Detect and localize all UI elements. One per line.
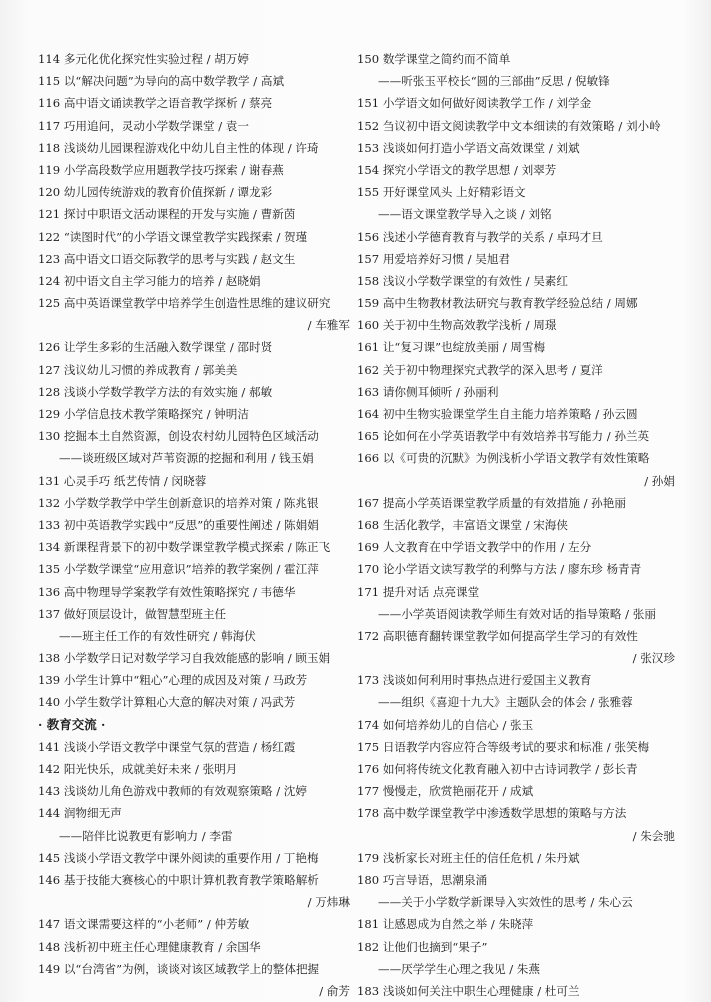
toc-entry: 114 多元化优化探究性实验过程 / 胡万婷 [38,52,249,66]
toc-entry: 142 阳光快乐，成就美好未来 / 张明月 [38,762,238,776]
toc-entry: 162 关于初中物理探究式教学的深入思考 / 夏洋 [357,362,603,377]
toc-entry: 139 小学生计算中“粗心”心理的成因及对策 / 马政芳 [38,673,308,688]
toc-entry: 122 “读图时代”的小学语文课堂教学实践探索 / 贺瑾 [38,229,308,244]
toc-entry: 152 刍议初中语文阅读教学中文本细读的有效策略 / 刘小岭 [357,118,661,133]
toc-entry: 146 基于技能大赛核心的中职计算机教育教学策略解析 [38,872,319,887]
toc-entry: 175 日语教学内容应符合等级考试的要求和标准 / 张笑梅 [357,739,650,754]
toc-entry: 167 提高小学英语课堂教学质量的有效措施 / 孙艳丽 [357,495,626,510]
toc-entry: 158 浅议小学数学课堂的有效性 / 吴素红 [357,273,568,288]
toc-entry: 181 让感恩成为自然之举 / 朱晓萍 [357,917,534,932]
toc-entry: 156 浅述小学德育教育与教学的关系 / 卓玛才旦 [357,229,603,244]
toc-entry: 117 巧用追问，灵动小学数学课堂 / 袁一 [38,118,249,133]
toc-entry: / 万炜琳 [307,895,350,910]
toc-entry: ——关于小学数学新课导入实效性的思考 / 朱心云 [378,895,633,910]
toc-entry: ——组织《喜迎十九大》主题队会的体会 / 张雅蓉 [378,695,633,710]
toc-entry: ——厌学学生心理之我见 / 朱燕 [378,961,540,976]
toc-entry: 178 高中数学课堂教学中渗透数学思想的策略与方法 [357,806,627,821]
toc-entry: 145 浅谈小学语文教学中课外阅读的重要作用 / 丁艳梅 [38,850,319,865]
toc-entry: 174 如何培养幼儿的自信心 / 张玉 [357,717,534,732]
toc-entry: 179 浅析家长对班主任的信任危机 / 朱丹斌 [357,850,580,865]
toc-entry: ——小学英语阅读教学师生有效对话的指导策略 / 张丽 [378,606,656,621]
toc-entry: 149 以“台湾省”为例，谈谈对该区域教学上的整体把握 [38,961,320,976]
toc-entry: 128 浅谈小学数学教学方法的有效实施 / 郝敏 [38,384,273,399]
toc-entry: 135 小学数学课堂“应用意识”培养的教学案例 / 霍江萍 [38,562,319,577]
toc-entry: 140 小学生数学计算粗心大意的解决对策 / 冯武芳 [38,695,296,710]
toc-entry: 153 浅谈如何打造小学语文高效课堂 / 刘斌 [357,140,580,155]
toc-entry: 164 初中生物实验课堂学生自主能力培养策略 / 孙云圆 [357,407,638,421]
left-column [38,48,350,1002]
toc-entry: ——听张玉平校长“圆的三部曲”反思 / 倪敏锋 [378,74,610,89]
toc-entry: 123 高中语文口语交际教学的思考与实践 / 赵文生 [38,251,296,266]
toc-entry: 115 以“解决问题”为导向的高中数学教学 / 高斌 [38,74,285,89]
toc-entry: 134 新课程背景下的初中数学课堂教学模式探索 / 陈正飞 [38,540,331,555]
toc-entry: 131 心灵手巧 纸艺传情 / 闵晓蓉 [38,473,207,488]
toc-entry: 157 用爱培养好习惯 / 吴旭君 [357,251,511,266]
toc-entry: 182 让他们也摘到“果子” [357,939,488,954]
toc-entry: 125 高中英语课堂教学中培养学生创造性思维的建议研究 [38,296,331,311]
toc-entry: 143 浅谈幼儿角色游戏中教师的有效观察策略 / 沈婷 [38,784,307,799]
toc-entry: 169 人文教育在中学语文教学中的作用 / 左分 [357,540,592,555]
toc-entry: / 张汉珍 [632,651,675,666]
toc-entry: 137 做好顶层设计，做智慧型班主任 [38,606,227,621]
toc-entry: ——班主任工作的有效性研究 / 韩海伏 [59,628,256,643]
toc-entry: / 朱会驰 [632,828,675,843]
toc-entry: 127 浅议幼儿习惯的养成教育 / 郭美美 [38,362,238,377]
toc-entry: / 俞芳 [319,983,350,998]
toc-entry: 155 开好课堂风头 上好精彩语文 [357,185,526,200]
toc-entry: ——语文课堂教学导入之谈 / 刘铭 [378,207,552,222]
toc-entry: / 孙娟 [644,473,675,488]
toc-entry: 120 幼儿园传统游戏的教育价值探新 / 谭龙彩 [38,185,273,200]
toc-entry: 141 浅谈小学语文教学中课堂气氛的营造 / 杨红霞 [38,739,296,754]
toc-entry: 147 语文课需要这样的“小老师” / 仲芳敏 [38,917,250,932]
toc-entry: ——谈班级区域对芦苇资源的挖掘和利用 / 钱玉娟 [59,451,314,466]
toc-entry: 132 小学数学教学中学生创新意识的培养对策 / 陈兆银 [38,495,319,510]
section-heading: · 教育交流 · [38,716,106,732]
toc-entry: 116 高中语文诵读教学之语音教学探析 / 蔡亮 [38,96,273,111]
toc-entry: 170 论小学语文读写教学的利弊与方法 / 廖东珍 杨青青 [357,562,642,577]
toc-entry: / 车雅军 [307,318,350,333]
toc-entry: 138 小学数学日记对数学学习自我效能感的影响 / 顾玉娟 [38,651,331,666]
toc-entry: 159 高中生物教材教法研究与教育教学经验总结 / 周娜 [357,296,638,311]
toc-entry: 172 高职德育翻转课堂教学如何提高学生学习的有效性 [357,628,638,643]
toc-entry: 124 初中语文自主学习能力的培养 / 赵晓娟 [38,273,261,288]
toc-entry: 148 浅析初中班主任心理健康教育 / 余国华 [38,939,261,954]
toc-entry: 130 挖掘本土自然资源，创设农村幼儿园特色区域活动 [38,429,319,444]
toc-entry: 176 如何将传统文化教育融入初中古诗词教学 / 彭长青 [357,762,638,776]
right-column [357,48,675,1002]
toc-entry: 150 数学课堂之简约而不简单 [357,52,511,66]
toc-entry: 126 让学生多彩的生活融入数学课堂 / 邵时贤 [38,340,273,355]
toc-entry: 136 高中物理导学案教学有效性策略探究 / 韦德华 [38,584,296,599]
toc-entry: 121 探讨中职语文活动课程的开发与实施 / 曹新茵 [38,207,296,222]
toc-entry: 177 慢慢走，欣赏艳丽花开 / 成斌 [357,784,534,799]
toc-entry: 183 浅谈如何关注中职生心理健康 / 杜可兰 [357,983,580,998]
toc-entry: 129 小学信息技术教学策略探究 / 钟明洁 [38,407,249,421]
toc-entry: 173 浅谈如何利用时事热点进行爱国主义教育 [357,673,592,688]
toc-entry: 160 关于初中生物高效教学浅析 / 周璟 [357,318,557,333]
toc-entry: 180 巧言导语，思潮泉涌 [357,872,488,887]
toc-entry: 151 小学语文如何做好阅读教学工作 / 刘学金 [357,96,592,111]
toc-entry: 118 浅谈幼儿园课程游戏化中幼儿自主性的体现 / 许琦 [38,140,319,155]
toc-entry: 144 润物细无声 [38,806,122,821]
toc-entry: 166 以《可贵的沉默》为例浅析小学语文教学有效性策略 [357,451,650,466]
toc-entry: 168 生活化教学，丰富语文课堂 / 宋海侠 [357,517,568,532]
toc-entry: 163 请你侧耳倾听 / 孙丽利 [357,384,499,399]
toc-entry: 171 提升对话 点亮课堂 [357,584,480,599]
toc-entry: 119 小学高段数学应用题教学技巧探索 / 谢春燕 [38,162,284,177]
toc-entry: 165 论如何在小学英语教学中有效培养书写能力 / 孙兰英 [357,429,650,444]
toc-entry: ——陪伴比说教更有影响力 / 李雷 [59,828,233,843]
toc-entry: 161 让“复习课”也绽放美丽 / 周雪梅 [357,340,546,355]
toc-entry: 133 初中英语教学实践中“反思”的重要性阐述 / 陈娟娟 [38,517,319,532]
toc-entry: 154 探究小学语文的教学思想 / 刘翠芳 [357,162,557,177]
